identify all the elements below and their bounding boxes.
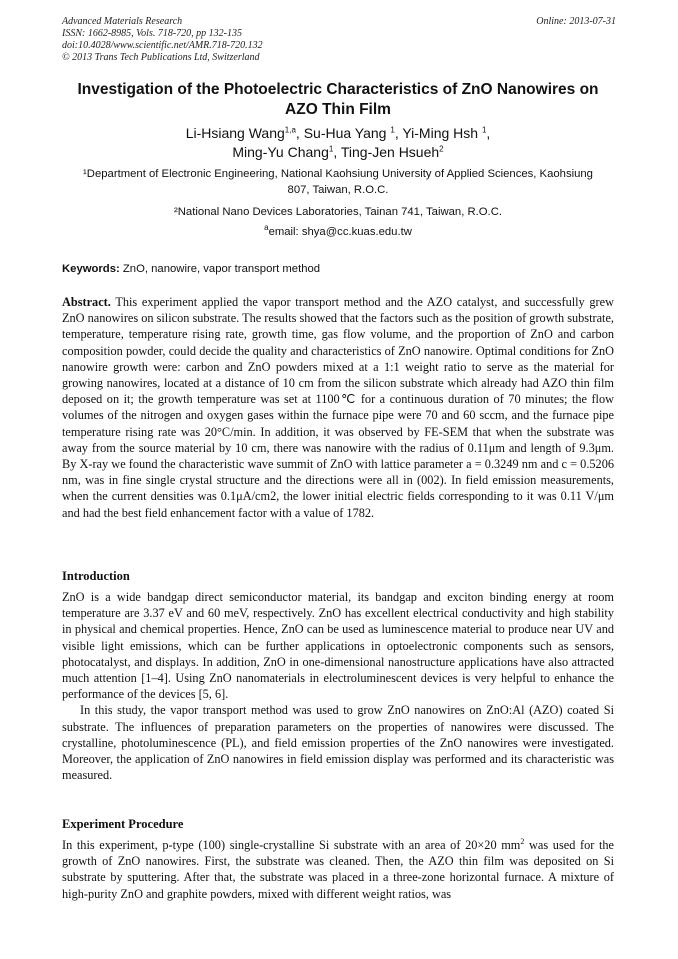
area-unit-superscript: 2 bbox=[520, 836, 525, 846]
experiment-body bbox=[62, 837, 614, 902]
experiment-text-a: In this experiment, p-type (100) single-crystalline Si substrate with an area of 20×20 mm bbox=[62, 838, 521, 852]
author-list bbox=[62, 124, 614, 162]
author-name: , Ting-Jen Hsueh bbox=[333, 144, 440, 160]
abstract-text: This experiment applied the vapor transport method and the AZO catalyst, and successfully grew ZnO nanowires on silicon substrate. The results showed that the factors such as the position of growth substrate, temperature, temperature rising rate, growth time, gas flow volume, and the proportion of ZnO and carbon composition powder, could decide the quality and characteristics of ZnO nanowire. Optimal conditions for ZnO nanowire growth were: carbon and ZnO powders mixed at a 1:1 weight ratio to serve as the material for growing nanowires, located at a distance of 10 cm from the silicon substrate which already had AZO thin film deposed on it; the growth temperature was set at 1100℃ for a continuous duration of 70 minutes; the flow volumes of the nitrogen and oxygen gases within the furnace pipe were 70 and 60 sccm, and the furnace pipe temperature rising rate was 20°C/min. In addition, it was observed by FE-SEM that when the substrate was away from the source material by 10 cm, there was nanowire with the radius of 0.11μm and length of 9.3μm. By X-ray we found the characteristic wave summit of ZnO with lattice parameter a = 0.3249 nm and c = 0.5206 nm, was in fine single crystal structure and the directions were all in (002). In field emission measurements, when the current densities was 0.1μA/cm2, the lower initial electric fields corresponding to it was 0.11 V/μm and had the best field enhancement factor with a value of 1782. bbox=[62, 295, 615, 520]
copyright-line: © 2013 Trans Tech Publications Ltd, Switzerland bbox=[62, 52, 260, 63]
abstract bbox=[62, 294, 614, 521]
introduction-paragraph-1: ZnO is a wide bandgap direct semiconductor material, its bandgap and exciton binding energy at room temperature are 3.37 eV and 60 meV, respectively. ZnO has excellent electrical conductivity and high stability in physical and chemical properties. Hence, ZnO can be used as luminescence material to produce near UV and visible light emissions, which can be further applications in optoelectronic components such as sensors, photocatalyst, and displays. In addition, ZnO in one-dimensional nanostructure applications have also attracted much attention [1–4]. Using ZnO nanomaterials in electroluminescent devices is very helpful to enhance the performance of the devices [5, 6]. bbox=[62, 590, 614, 702]
journal-header bbox=[62, 16, 616, 64]
author-superscript: 1 bbox=[481, 125, 487, 135]
experiment-text-b: was used for the growth of ZnO nanowires. First, the substrate was cleaned. Then, the AZO thin film was deposited on Si substrate by sputtering. After that, the substrate was placed in a three-zone horizontal furnace. A mixture of high-purity ZnO and graphite powders, mixed with different weight ratios, was bbox=[62, 838, 614, 901]
keywords-text: ZnO, nanowire, vapor transport method bbox=[119, 263, 321, 275]
author-name: , Su-Hua Yang bbox=[295, 125, 391, 141]
keywords-label: Keywords: bbox=[62, 263, 120, 275]
introduction-body bbox=[62, 589, 614, 783]
introduction-paragraph-2: In this study, the vapor transport method was used to grow ZnO nanowires on ZnO:Al (AZO) coated Si substrate. The influences of preparation parameters on the properties of nanowires were discussed. The crystalline, photoluminescence (PL), and field emission properties of the ZnO nanowires were investigated. Moreover, the application of ZnO nanowires in field emission display was performed and its characteristic was measured. bbox=[62, 703, 614, 783]
experiment-paragraph-1 bbox=[62, 837, 614, 902]
abstract-label: Abstract. bbox=[62, 295, 111, 309]
paper-title: Investigation of the Photoelectric Characteristics of ZnO Nanowires on AZO Thin Film bbox=[77, 81, 599, 118]
online-date: Online: 2013-07-31 bbox=[536, 16, 616, 27]
author-name: Li-Hsiang Wang bbox=[185, 125, 285, 141]
author-superscript: 2 bbox=[439, 144, 444, 154]
experiment-heading: Experiment Procedure bbox=[62, 817, 184, 831]
corresponding-email bbox=[80, 224, 596, 240]
affiliation-1: ¹Department of Electronic Engineering, National Kaohsiung University of Applied Sciences, Kaohsiung 807, Taiwan, R.O.C. bbox=[83, 168, 593, 196]
author-superscript: 1 bbox=[328, 144, 334, 154]
journal-name: Advanced Materials Research bbox=[62, 16, 183, 27]
author-separator: , bbox=[486, 125, 491, 141]
introduction-heading: Introduction bbox=[62, 569, 130, 583]
email-text: email: shya@cc.kuas.edu.tw bbox=[268, 226, 412, 238]
author-name: Ming-Yu Chang bbox=[232, 144, 329, 160]
email-superscript: a bbox=[264, 223, 269, 233]
author-superscript: 1 bbox=[390, 125, 395, 135]
doi-line: doi:10.4028/www.scientific.net/AMR.718-720.132 bbox=[62, 40, 263, 51]
affiliation-2: ²National Nano Devices Laboratories, Tainan 741, Taiwan, R.O.C. bbox=[174, 206, 502, 218]
keywords bbox=[62, 262, 614, 277]
issn-line: ISSN: 1662-8985, Vols. 718-720, pp 132-135 bbox=[62, 28, 242, 39]
author-name: , Yi-Ming Hsh bbox=[394, 125, 482, 141]
author-superscript: 1,a bbox=[284, 125, 296, 135]
